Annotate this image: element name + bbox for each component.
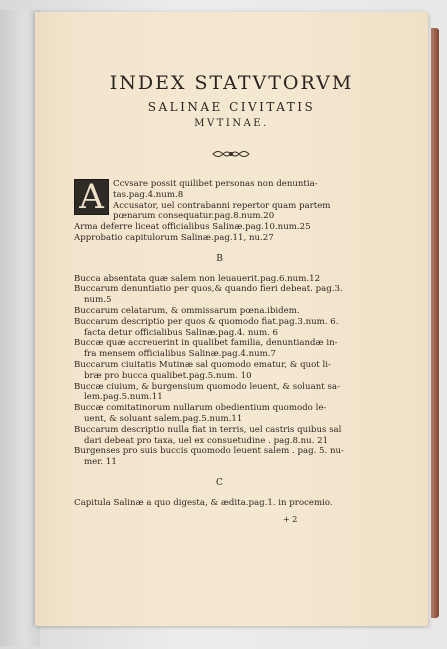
index-entry: [74, 222, 366, 233]
index-entry-text: Buccarum descriptio nulla fiat in terris, uel castris quibus sal: [74, 424, 342, 435]
index-entry-text: Approbatio capitulorum Salinæ.pag.11, nu.27: [74, 232, 274, 243]
section-a: [74, 179, 366, 244]
title-line-1: INDEX STATVTORVM: [109, 72, 354, 94]
ornament-icon: [211, 148, 251, 160]
index-entry-text: Buccæ ciuium, & burgensium quomodo leuent, & soluant sa-: [74, 381, 340, 392]
index-entry-text: Bucca absentata quæ salem non leuauerit.pag.6.num.12: [74, 273, 321, 284]
index-entry: [74, 179, 366, 201]
catchword: + 2: [283, 515, 298, 524]
index-body: [74, 179, 366, 509]
section-b: [74, 274, 366, 468]
section-heading-b: B: [216, 253, 224, 264]
index-entry-continuation: dari debeat pro taxa, uel ex consuetudine . pag.8.nu. 21: [84, 435, 329, 446]
section-c: [74, 498, 366, 509]
section-heading-c: C: [216, 477, 224, 488]
index-entry-text: Buccæ comitatinorum nullarum obedientium quomodo le-: [74, 403, 327, 414]
index-entry-text: Accusator, uel contrabanni repertor quam partem: [113, 200, 331, 211]
index-entry-text: Buccarum denuntiatio per quos,& quando fieri debeat. pag.3.: [74, 284, 343, 295]
book-cover-left: [0, 10, 40, 646]
index-entry-text: Buccarum descriptio per quos & quomodo fiat.pag.3.num. 6.: [74, 316, 339, 327]
initial-letter: A: [79, 179, 104, 215]
index-entry-continuation: lem.pag.5.num.11: [84, 392, 163, 403]
index-entry: [74, 233, 366, 244]
title-line-2: SALINAE CIVITATIS: [147, 100, 316, 114]
index-entry-continuation: num.5: [84, 295, 112, 306]
index-entry-text: Burgenses pro suis buccis quomodo leuent salem . pag. 5. nu-: [74, 446, 344, 457]
index-entry: [74, 425, 366, 447]
index-entry-continuation: facta detur officialibus Salinæ.pag.4. num. 6: [84, 327, 279, 338]
book-page: [35, 12, 428, 626]
index-entry-text: Arma deferre liceat officialibus Salinæ.pag.10.num.25: [74, 222, 311, 233]
index-entry: [74, 274, 366, 285]
index-entry: [74, 360, 366, 382]
index-entry-text: Buccæ quæ accreuerint in qualibet familia, denuntiandæ in-: [74, 338, 338, 349]
index-entry-continuation: uent, & soluant salem.pag.5.num.11: [84, 413, 243, 424]
book-cover-edge: [431, 28, 439, 618]
index-entry-continuation: mer. 11: [84, 457, 117, 468]
index-entry-continuation: tas.pag.4.num.8: [113, 189, 184, 200]
index-entry: [74, 382, 366, 404]
index-entry-text: Buccarum celatarum, & ommissarum pœna.ibidem.: [74, 305, 300, 316]
index-entry: [74, 317, 366, 339]
index-entry-text: Ccvsare possit quilibet personas non denuntia-: [113, 179, 318, 189]
index-entry: [74, 403, 366, 425]
index-entry: [74, 498, 366, 509]
index-entry-text: Capitula Salinæ a quo digesta, & ædita.pag.1. in procemio.: [74, 497, 333, 508]
index-entry-continuation: pœnarum consequatur.pag.8.num.20: [113, 211, 275, 222]
index-entry: [74, 446, 366, 468]
index-entry-continuation: bræ pro bucca qualibet.pag.5.num. 10: [84, 370, 252, 381]
index-entry: [74, 284, 366, 306]
index-entry: [74, 338, 366, 360]
index-entry-continuation: fra mensem officialibus Salinæ.pag.4.num.7: [84, 349, 277, 360]
index-entry: [74, 201, 366, 223]
index-entry-text: Buccarum ciuitatis Mutinæ sal quomodo ematur, & quot li-: [74, 359, 331, 370]
title-line-3: MVTINAE.: [194, 118, 269, 129]
index-entry: [74, 306, 366, 317]
decorated-initial: [74, 179, 109, 215]
